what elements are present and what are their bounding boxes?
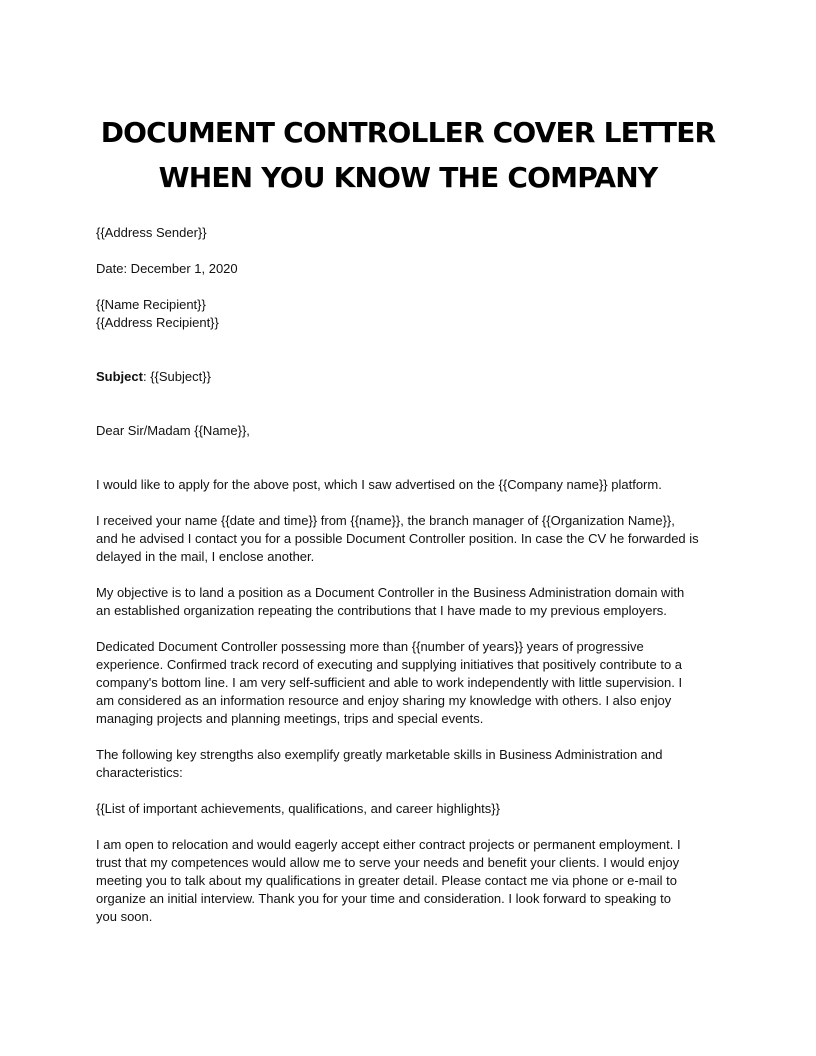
paragraph-experience: Dedicated Document Controller possessing more than {{number of years}} years of progressive experience. Confirmed track record of executing and supplying initiatives that positively contribute to a company's bottom line. I am very self-sufficient and able to work independently with little supervision. I am considered as an information resource and enjoy sharing my knowledge with others. I also enjoy managing projects and planning meetings, trips and special events. <box>96 639 683 726</box>
paragraph-strengths: The following key strengths also exemplify greatly marketable skills in Business Administration and characteristics: <box>96 747 663 780</box>
address-recipient: {{Address Recipient}} <box>96 315 219 330</box>
salutation: Dear Sir/Madam {{Name}}, <box>96 423 250 438</box>
letter-date: Date: December 1, 2020 <box>96 261 238 276</box>
paragraph-objective: My objective is to land a position as a Document Controller in the Business Administration domain with an established organization repeating the contributions that I have made to my previous employers. <box>96 585 685 618</box>
paragraph-referral: I received your name {{date and time}} from {{name}}, the branch manager of {{Organization Name}}, and he advised I contact you for a possible Document Controller position. In case the CV he forwarded is delayed in the mail, I enclose another. <box>96 513 699 564</box>
address-sender: {{Address Sender}} <box>96 225 207 240</box>
subject-value: : {{Subject}} <box>142 369 211 384</box>
paragraph-closing: I am open to relocation and would eagerly accept either contract projects or permanent employment. I trust that my competences would allow me to serve your needs and benefit your clients. I would enjoy meeting you to talk about my qualifications in greater detail. Please contact me via phone or e-mail to organize an initial interview. Thank you for your time and consideration. I look forward to speaking to you soon. <box>96 837 681 924</box>
document-title-line-1: DOCUMENT CONTROLLER COVER LETTER <box>100 116 716 149</box>
paragraph-apply: I would like to apply for the above post, which I saw advertised on the {{Company name}} platform. <box>96 477 662 492</box>
letter-body <box>96 224 720 926</box>
document-title-line-2: WHEN YOU KNOW THE COMPANY <box>158 161 658 194</box>
subject-label: Subject <box>96 369 143 384</box>
subject-line <box>96 368 720 386</box>
name-recipient: {{Name Recipient}} <box>96 297 206 312</box>
paragraph-achievements: {{List of important achievements, qualifications, and career highlights}} <box>96 801 500 816</box>
